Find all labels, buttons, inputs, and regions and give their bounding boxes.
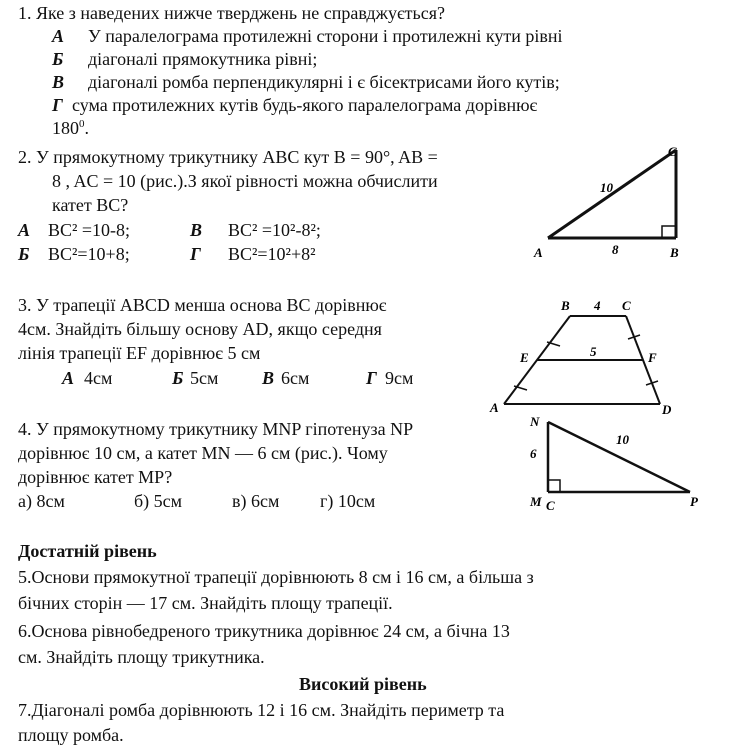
q3-option-c: 6см bbox=[281, 368, 310, 388]
q6-line-1: 6.Основа рівнобедреного трикутника дорівнює 24 см, а бічна 13 bbox=[18, 621, 510, 641]
q4-line-3: дорівнює катет MP? bbox=[18, 467, 173, 487]
right-angle-mark bbox=[662, 226, 676, 238]
q2-option-c: BC²=10+8; bbox=[48, 244, 130, 264]
q3-line-1: 3. У трапеції ABCD менша основа BC дорівнює bbox=[18, 295, 387, 315]
label-mn-length: 6 bbox=[530, 446, 537, 461]
label-c: C bbox=[668, 144, 677, 159]
label-a: A bbox=[534, 245, 543, 260]
q1-option-d-letter: Г bbox=[52, 95, 63, 115]
q1-question: 1. Яке з наведених нижче тверджень не справджується? bbox=[18, 3, 446, 23]
q3-line-2: 4см. Знайдіть більшу основу AD, якщо середня bbox=[18, 319, 382, 339]
label-d: D bbox=[662, 402, 672, 417]
q2-option-d: BC²=10²+8² bbox=[228, 244, 316, 264]
q3-option-a-letter: А bbox=[62, 368, 75, 388]
label-ab-length: 8 bbox=[612, 242, 619, 257]
q1-option-a: У паралелограма протилежні сторони і протилежні кути рівні bbox=[88, 26, 563, 46]
section-sufficient-title: Достатній рівень bbox=[18, 541, 157, 561]
q3-option-a: 4см bbox=[84, 368, 113, 388]
q1-option-d-tail: $180^0$. bbox=[52, 118, 89, 138]
q2-option-c-letter: Б bbox=[18, 244, 30, 264]
q4-option-b: б) 5см bbox=[134, 491, 183, 511]
trapezoid-figure bbox=[484, 294, 684, 418]
q2-line-3: катет BC? bbox=[52, 195, 129, 215]
q3-option-c-letter: В bbox=[262, 368, 275, 388]
label-np-length: 10 bbox=[616, 432, 629, 447]
q5-line-1: 5.Основи прямокутної трапеції дорівнюють 8 см і 16 см, а більша з bbox=[18, 567, 534, 587]
q4-line-1: 4. У прямокутному трикутнику MNP гіпотенуза NP bbox=[18, 419, 414, 439]
label-ef-length: 5 bbox=[590, 344, 597, 359]
q2-option-d-letter: Г bbox=[190, 244, 201, 264]
q1-option-d: сума протилежних кутів будь-якого паралелограма дорівнює bbox=[72, 95, 538, 115]
right-angle-mark bbox=[548, 480, 560, 492]
q5-line-2: бічних сторін — 17 см. Знайдіть площу трапеції. bbox=[18, 593, 393, 613]
label-c: C bbox=[622, 298, 631, 313]
label-bc-length: 4 bbox=[594, 298, 601, 313]
q3-line-3: лінія трапеції EF дорівнює 5 см bbox=[18, 343, 261, 363]
q2-option-a: BC² =10-8; bbox=[48, 220, 131, 240]
triangle-abc-figure bbox=[530, 140, 690, 265]
triangle-mnp-figure bbox=[522, 412, 712, 516]
q7-line-2: площу ромба. bbox=[18, 725, 124, 745]
q3-option-d-letter: Г bbox=[366, 368, 377, 388]
q1-option-c-letter: В bbox=[52, 72, 65, 92]
label-m: M bbox=[530, 494, 542, 509]
q1-option-c: діагоналі ромба перпендикулярні і є бісектрисами його кутів; bbox=[88, 72, 560, 92]
q7-line-1: 7.Діагоналі ромба дорівнюють 12 і 16 см. Знайдіть периметр та bbox=[18, 700, 505, 720]
label-ac-length: 10 bbox=[600, 180, 613, 195]
label-c: C bbox=[546, 498, 555, 513]
label-b: B bbox=[670, 245, 679, 260]
q4-option-d: г) 10см bbox=[320, 491, 376, 511]
label-n: N bbox=[530, 414, 540, 429]
label-a: A bbox=[490, 400, 499, 415]
q3-option-b: 5см bbox=[190, 368, 219, 388]
label-p: P bbox=[690, 494, 698, 509]
q1-option-b: діагоналі прямокутника рівні; bbox=[88, 49, 318, 69]
q4-line-2: дорівнює 10 см, а катет MN — 6 см (рис.). Чому bbox=[18, 443, 388, 463]
q6-line-2: см. Знайдіть площу трикутника. bbox=[18, 647, 265, 667]
section-high-title: Високий рівень bbox=[299, 674, 427, 694]
label-b: B bbox=[561, 298, 570, 313]
q1-option-b-letter: Б bbox=[52, 49, 64, 69]
label-e: E bbox=[520, 350, 529, 365]
q2-option-b-letter: В bbox=[190, 220, 203, 240]
q4-option-a: а) 8см bbox=[18, 491, 65, 511]
q4-option-c: в) 6см bbox=[232, 491, 280, 511]
q3-option-d: 9см bbox=[385, 368, 414, 388]
q2-option-b: BC² =10²-8²; bbox=[228, 220, 321, 240]
q1-option-a-letter: А bbox=[52, 26, 65, 46]
q2-line-1: 2. У прямокутному трикутнику ABC кут B = 90°, AB = bbox=[18, 147, 438, 167]
label-f: F bbox=[648, 350, 657, 365]
q3-option-b-letter: Б bbox=[172, 368, 184, 388]
q2-line-2: 8 , AC = 10 (рис.).З якої рівності можна обчислити bbox=[52, 171, 438, 191]
q2-option-a-letter: А bbox=[18, 220, 31, 240]
